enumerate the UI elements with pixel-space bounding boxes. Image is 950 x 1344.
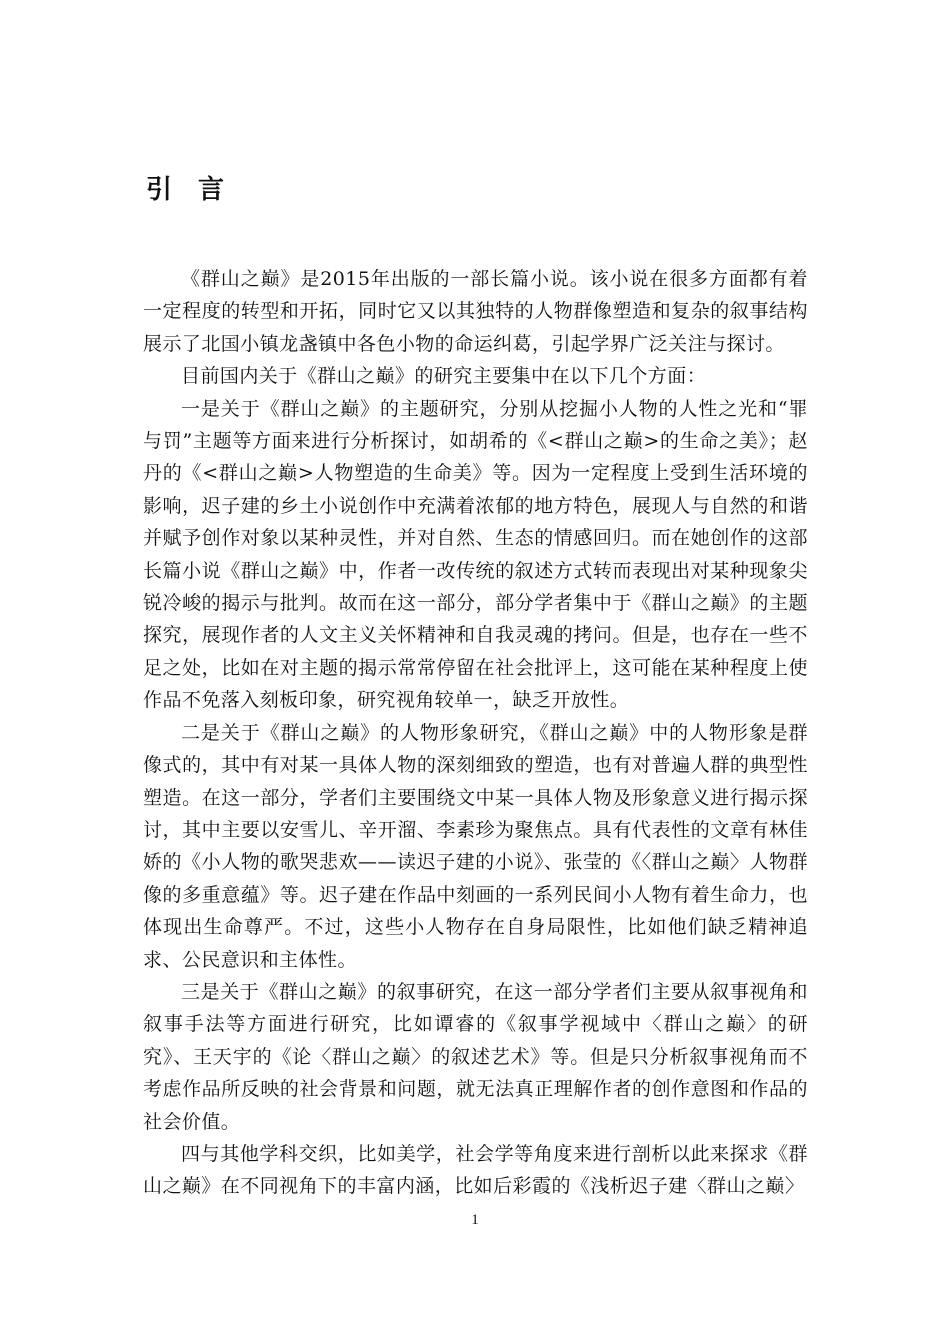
body-text [143, 263, 808, 1203]
section-heading: 引言 [146, 175, 251, 205]
paragraph-interdisciplinary-research: 四与其他学科交织，比如美学，社会学等角度来进行剖析以此来探求《群山之巅》在不同视角下的丰富内涵，比如后彩霞的《浅析迟子建〈群山之巅〉 [143, 1142, 808, 1198]
paragraph-overview: 目前国内关于《群山之巅》的研究主要集中在以下几个方面： [181, 365, 707, 388]
paragraph-intro: 《群山之巅》是2015年出版的一部长篇小说。该小说在很多方面都有着一定程度的转型和开拓，同时它又以其独特的人物群像塑造和复杂的叙事结构展示了北国小镇龙盏镇中各色小物的命运纠葛，引起学界广泛关注与探讨。 [143, 268, 808, 355]
paragraph-theme-research: 一是关于《群山之巅》的主题研究，分别从挖掘小人物的人性之光和“罪与罚”主题等方面来进行分析探讨，如胡希的《<群山之巅>的生命之美》；赵丹的《<群山之巅>人物塑造的生命美》等。因为一定程度上受到生活环境的影响，迟子建的乡土小说创作中充满着浓郁的地方特色，展现人与自然的和谐并赋予创作对象以某种灵性，并对自然、生态的情感回归。而在她创作的这部长篇小说《群山之巅》中，作者一改传统的叙述方式转而表现出对某种现象尖锐冷峻的揭示与批判。故而在这一部分，部分学者集中于《群山之巅》的主题探究，展现作者的人文主义关怀精神和自我灵魂的拷问。但是，也存在一些不足之处，比如在对主题的揭示常常停留在社会批评上，这可能在某种程度上使作品不免落入刻板印象，研究视角较单一，缺乏开放性。 [143, 397, 808, 712]
paragraph-narrative-research: 三是关于《群山之巅》的叙事研究，在这一部分学者们主要从叙事视角和叙事手法等方面进行研究，比如谭睿的《叙事学视域中〈群山之巅〉的研究》、王天宇的《论〈群山之巅〉的叙述艺术》等。但是只分析叙事视角而不考虑作品所反映的社会背景和问题，就无法真正理解作者的创作意图和作品的社会价值。 [143, 980, 808, 1133]
page-number: 1 [471, 1212, 479, 1228]
paragraph-character-research: 二是关于《群山之巅》的人物形象研究，《群山之巅》中的人物形象是群像式的，其中有对某一具体人物的深刻细致的塑造，也有对普遍人群的典型性塑造。在这一部分，学者们主要围绕文中某一具体人物及形象意义进行揭示探讨，其中主要以安雪儿、辛开溜、李素珍为聚焦点。具有代表性的文章有林佳娇的《小人物的歌哭悲欢——读迟子建的小说》、张莹的《〈群山之巅〉人物群像的多重意蕴》等。迟子建在作品中刻画的一系列民间小人物有着生命力，也体现出生命尊严。不过，这些小人物存在自身局限性，比如他们缺乏精神追求、公民意识和主体性。 [143, 721, 808, 971]
